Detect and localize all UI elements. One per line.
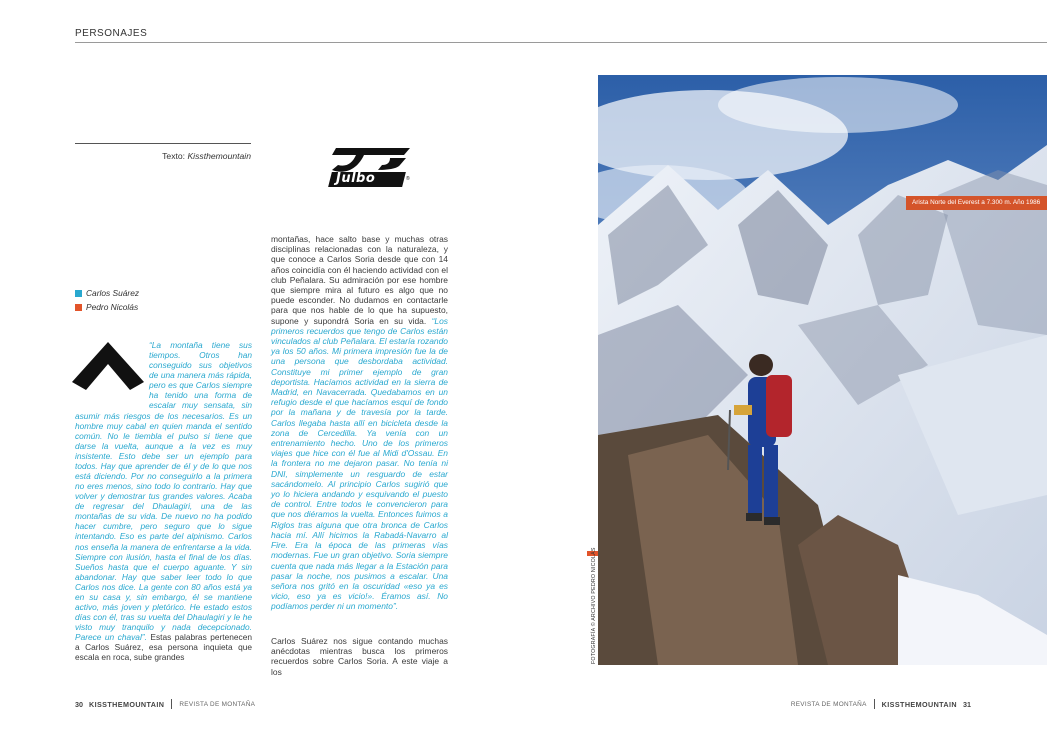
body-text: Carlos Suárez nos sigue contando muchas anécdotas mientras busca los primeros recuerdos sobre Carlos Soria. A este viaje a los <box>271 636 448 677</box>
author-color-swatch <box>75 290 82 297</box>
author-item <box>75 300 139 314</box>
page-number: 30 <box>75 699 83 709</box>
author-item <box>75 286 139 300</box>
article-column-middle <box>271 234 448 612</box>
header-divider <box>75 42 1047 43</box>
byline-prefix: Texto: <box>162 151 186 161</box>
authors-legend <box>75 286 139 314</box>
footer-magazine: REVISTA DE MONTAÑA <box>790 700 867 708</box>
article-column-middle-continued <box>271 636 448 677</box>
footer-brand: KISSTHEMOUNTAIN <box>89 699 165 709</box>
quote-text: “Los primeros recuerdos que tengo de Carlos están vinculados al club Peñalara. El estaría rozando ya los 50 años. Mi primera impresión fue la de una persona que desbordaba actividad. Constituye mi primer ejemplo de gran deportista. Hacíamos actividad en la sierra de Madrid, en Navacerrada. Quedabamos en un refugio desde el que hacíamos esquí de fondo por la mañana y de travesía por la tarde. Carlos llegaba hasta allí en bicicleta desde la zona de Cercedilla. Ya venía con un entrenamiento hecho. Uno de los primeros viajes que hice con él fue al Midi d'Ossau. En la frontera no me dejaron pasar. No tenía ni DNI, simplemente un resguardo de estar sacándomelo. Al principio Carlos sugirió que yo lo hiciera andando y esquivando el puesto de control. Entre todos le convencieron para que nos diéramos la vuelta. Entonces fuimos a Riglos tras alguna que otra bronca de Carlos hacia mí. Allí hicimos la Rabadá-Navarro al Fire. Era la época de las primeras vías modernas. Fue un gran objetivo. Soria siempre cuenta que nada más llegar a la Estación para pasar la noche, nos pusimos a escalar. Una señora nos gritó en la oscuridad «eso ya es vicio, eso ya es vicio!». Éramos así. No podíamos perder ni un momento”. <box>271 315 448 612</box>
author-name: Carlos Suárez <box>86 288 140 298</box>
footer-separator <box>171 699 172 709</box>
photo-caption: Arista Norte del Everest a 7.300 m. Año 1986 <box>906 196 1047 210</box>
photo-credit: FOTOGRAFÍA © ARCHIVO PEDRO NICOLÁS <box>591 547 597 664</box>
page-number: 31 <box>963 699 971 709</box>
everest-ridge-image <box>598 75 1047 665</box>
footer-right <box>791 699 971 709</box>
byline <box>75 151 251 161</box>
byline-author: Kissthemountain <box>187 151 251 161</box>
body-text: montañas, hace salto base y muchas otras disciplinas relacionadas con la naturaleza, y que conoce a Carlos Soria desde que con 14 años coincidía con él haciendo actividad con el club Peñalara. Su admiración por ese hombre que siempre mira al futuro es algo que no puede esconder. No dudamos en contactarle para que nos hable de lo que ha supuesto, supone y supondrá Soria en su vida. <box>271 234 448 326</box>
footer-left <box>75 699 255 709</box>
author-color-swatch <box>75 304 82 311</box>
section-title: PERSONAJES <box>75 28 148 39</box>
drop-cap-spacer <box>75 340 149 410</box>
julbo-logo-text: Julbo <box>336 171 376 186</box>
registered-mark: ® <box>406 176 410 182</box>
footer-magazine: REVISTA DE MONTAÑA <box>179 700 256 708</box>
footer-brand: KISSTHEMOUNTAIN <box>881 699 957 709</box>
article-column-left <box>75 340 252 663</box>
julbo-logo <box>328 144 412 190</box>
quote-text: “La montaña tiene sus tiempos. Otros han conseguido sus objetivos de una manera más rápida, pero es que Carlos siempre ha tenido una forma de escalar muy sensata, sin asumir más riesgos de los necesarios. Es un hombre muy cabal en quien manda el sentido común. No le tiembla el pulso si tiene que darse la vuelta, aunque a la vez es muy insistente. Esto debe ser un ejemplo para todos. Hay que aprender de él y de lo que nos está diciendo. Por no conseguirlo a la primera no eres menos, sino todo lo contrario. Hay que volver y demostrar tus grandes valores. Acaba de regresar del Dhaulagiri, una de las montañas de su vida. De nuevo no ha podido hacer cumbre, pero seguro que lo sigue intentando. Eso es parte del alpinismo. Carlos nos enseña la manera de enfrentarse a la vida. Siempre con ilusión, hasta el final de los días. Sueños hasta que el cuerpo aguante. Y sin abandonar. Hay que saber leer todo lo que Carlos nos dice. La gente con 80 años está ya en su casa y, sin embargo, él se mantiene activo, más joven y pletórico. He estado estos días con él, tras su vuelta del Dhaulagiri y le he visto muy tranquilo y nada decepcionado. Parece un chaval”. <box>75 340 252 643</box>
footer-separator <box>874 699 875 709</box>
author-name: Pedro Nicolás <box>86 302 139 312</box>
body-text: Estas palabras pertenecen a Carlos Suárez, esa persona inquieta que escala en roca, sube grandes <box>75 632 252 663</box>
mountain-photo <box>598 75 1047 665</box>
byline-divider <box>75 143 251 144</box>
